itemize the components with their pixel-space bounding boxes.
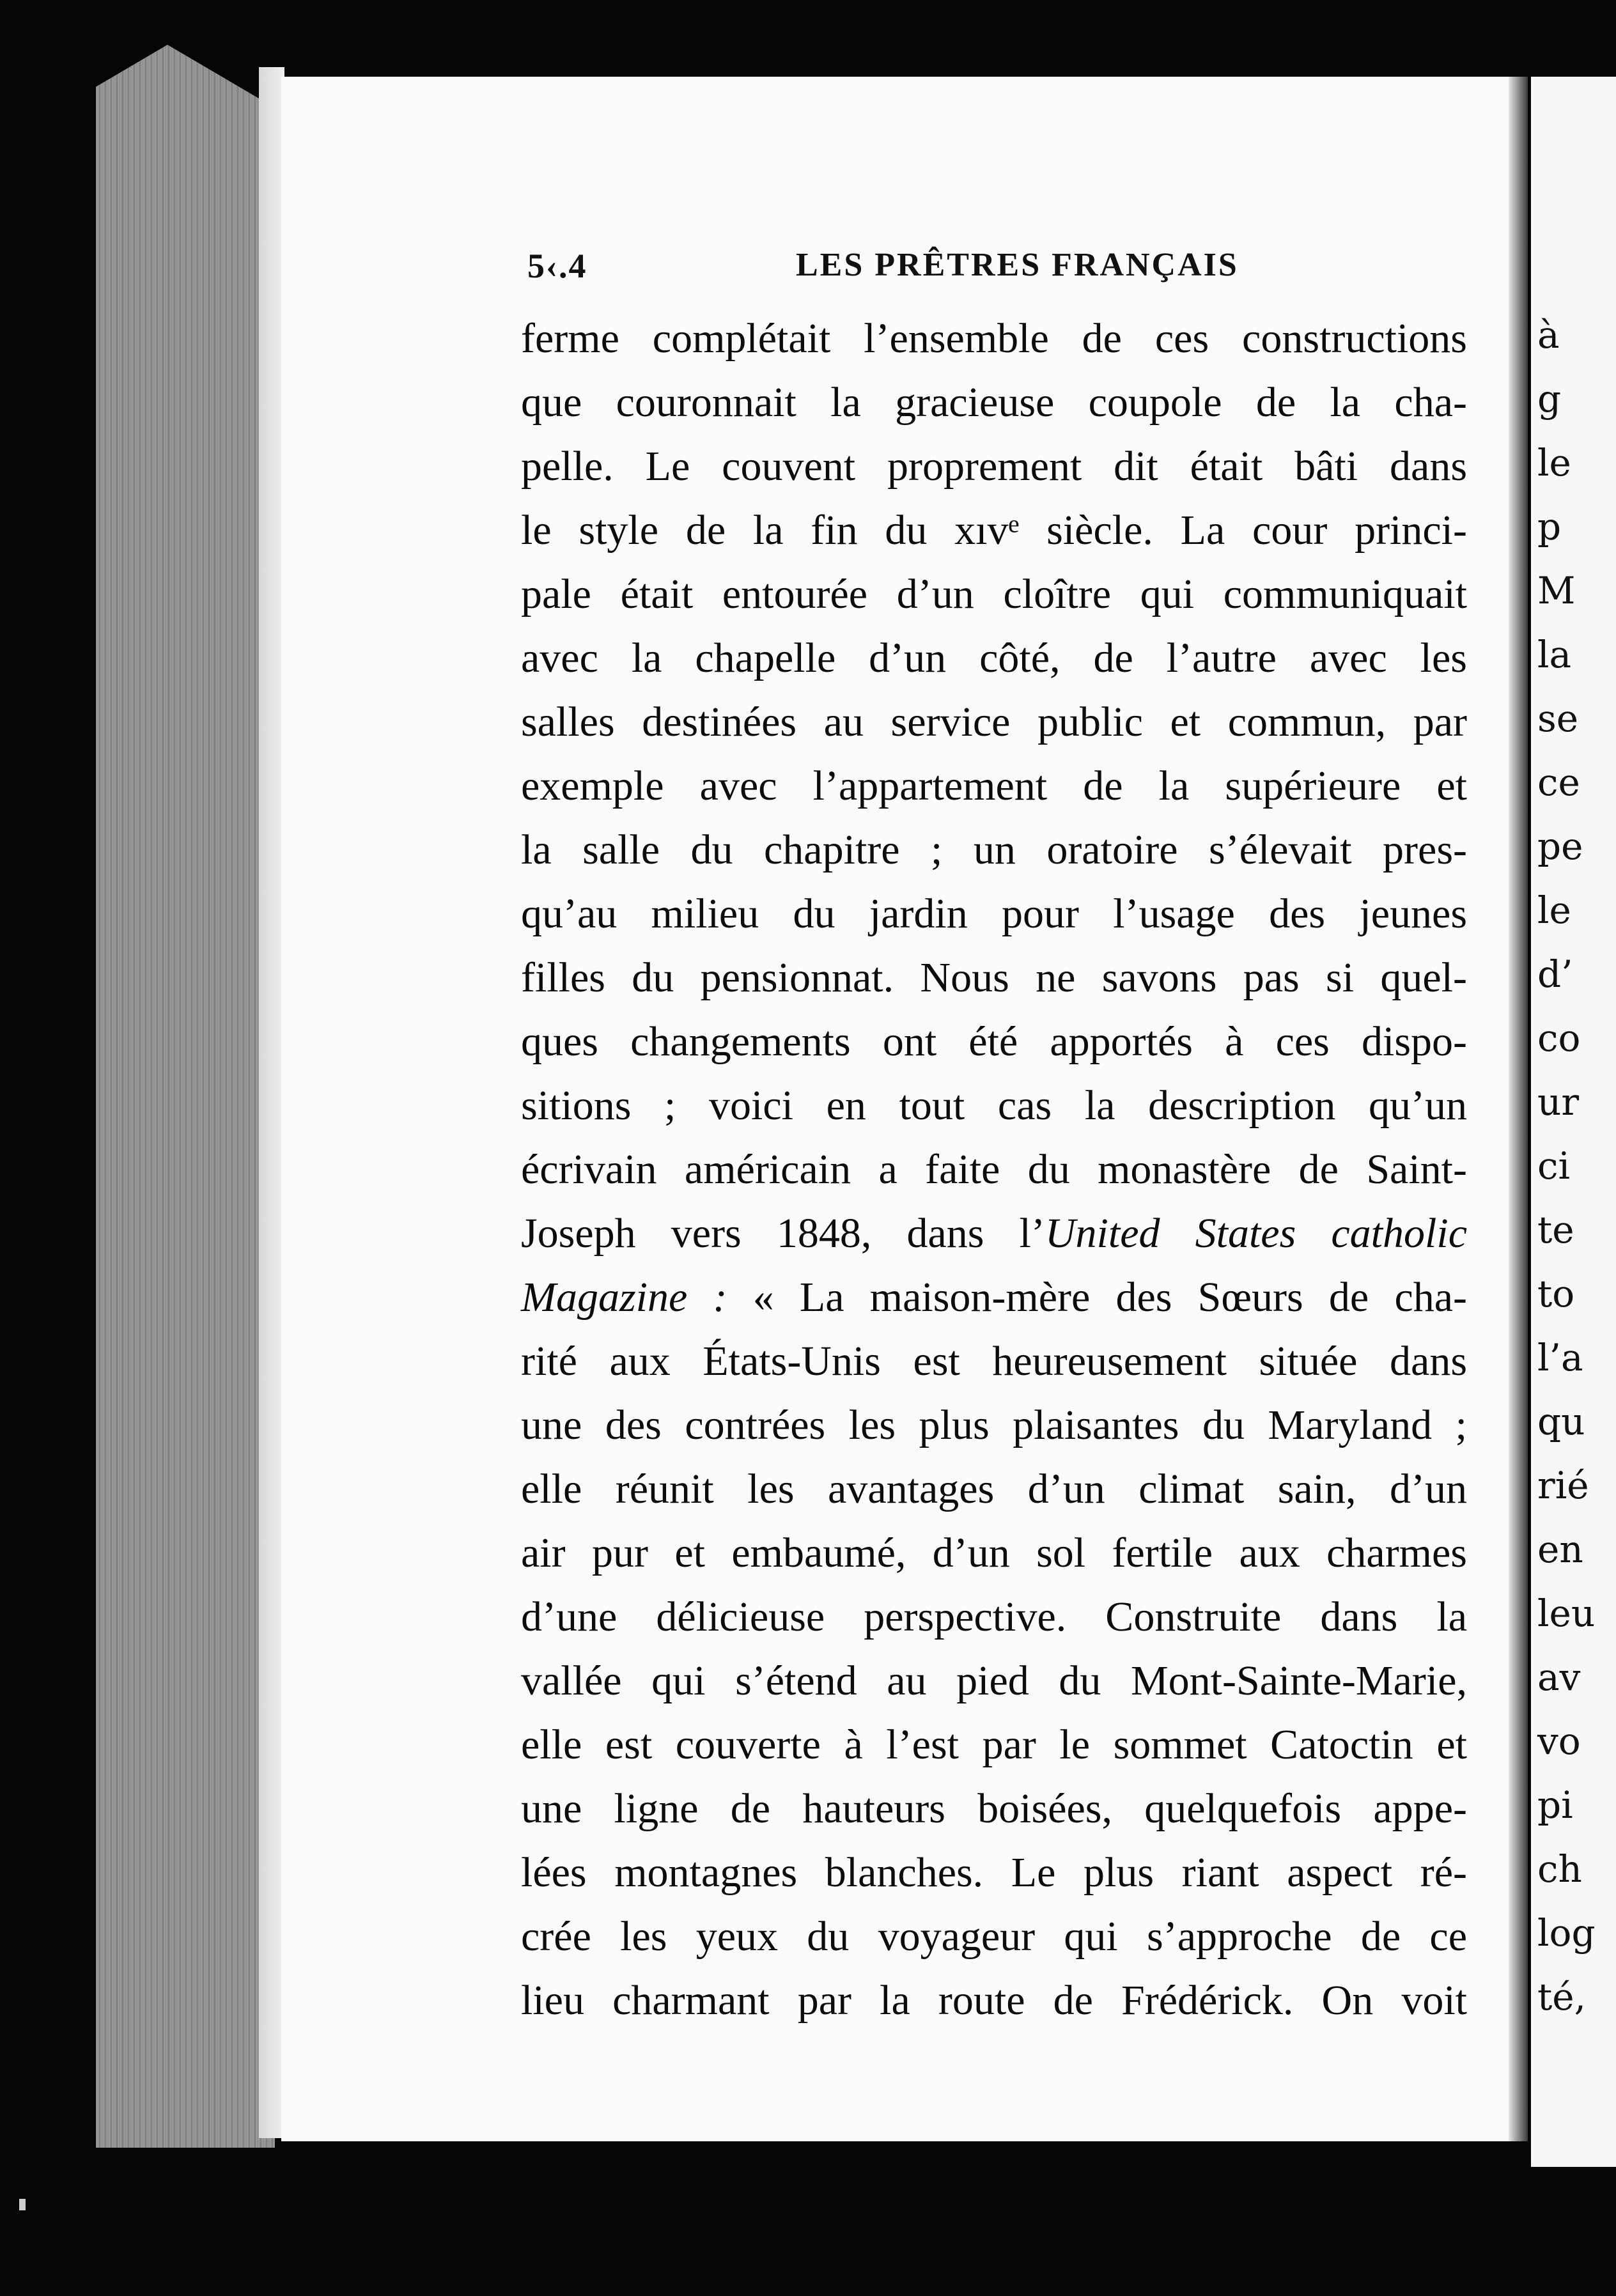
facing-page-fragment: vo	[1537, 1719, 1581, 1763]
text-line-with-italic-title	[521, 1266, 1467, 1330]
text-line-with-italic-title	[521, 1202, 1467, 1266]
text-line: écrivain américain a faite du monastère de Saint-	[521, 1146, 1467, 1193]
text-line: une des contrées les plus plaisantes du Maryland ;	[521, 1402, 1467, 1448]
text-line: exemple avec l’appartement de la supérieure et	[521, 763, 1467, 809]
facing-page-fragment: te	[1537, 1208, 1574, 1252]
facing-page-fragment: co	[1537, 1016, 1581, 1060]
text-line: ferme complétait l’ensemble de ces constructions	[521, 315, 1467, 362]
page-stack-edge	[96, 45, 275, 2148]
text-line: filles du pensionnat. Nous ne savons pas si quel-	[521, 954, 1467, 1001]
text-line: d’une délicieuse perspective. Construite dans la	[521, 1594, 1467, 1640]
facing-page-fragment: ci	[1537, 1144, 1571, 1188]
body-text	[521, 307, 1467, 2033]
facing-page-fragment: se	[1537, 697, 1579, 740]
facing-page-fragment: M	[1537, 569, 1576, 612]
facing-page-fragment: qu	[1537, 1400, 1585, 1443]
scan-artifact	[19, 2199, 26, 2210]
page-stack-highlight	[259, 67, 284, 2138]
facing-page-fragment: log	[1537, 1911, 1596, 1955]
facing-page-fragment: té,	[1537, 1975, 1587, 2019]
italic-publication-title: United States catholic	[1045, 1210, 1467, 1257]
facing-page-fragment: ce	[1537, 761, 1580, 804]
text-line: crée les yeux du voyageur qui s’approche de ce	[521, 1913, 1467, 1960]
text-line: air pur et embaumé, d’un sol fertile aux charmes	[521, 1530, 1467, 1576]
italic-publication-title: Magazine :	[521, 1274, 727, 1321]
facing-page-fragment: rié	[1537, 1464, 1589, 1507]
facing-page-fragment: g	[1537, 377, 1562, 421]
text-line: avec la chapelle d’un côté, de l’autre avec les	[521, 635, 1467, 681]
facing-page-fragment: le	[1537, 888, 1571, 932]
facing-page-fragment: p	[1537, 505, 1562, 548]
text-line: qu’au milieu du jardin pour l’usage des jeunes	[521, 890, 1467, 937]
text-line: le style de la fin du xıvᵉ siècle. La cour princi-	[521, 507, 1467, 554]
text-line: salles destinées au service public et commun, par	[521, 699, 1467, 745]
running-head	[527, 246, 1256, 284]
facing-page-fragment: l’a	[1537, 1336, 1583, 1379]
facing-page-fragment: to	[1537, 1272, 1575, 1315]
facing-page-fragment: leu	[1537, 1592, 1596, 1635]
text-line: vallée qui s’étend au pied du Mont-Sainte-Marie,	[521, 1657, 1467, 1704]
facing-page-fragment: en	[1537, 1528, 1583, 1571]
text-segment: Joseph vers 1848, dans l’	[521, 1210, 1045, 1257]
text-line: elle réunit les avantages d’un climat sain, d’un	[521, 1466, 1467, 1512]
running-head-title: LES PRÊTRES FRANÇAIS	[796, 247, 1239, 283]
text-line: sitions ; voici en tout cas la description qu’un	[521, 1082, 1467, 1129]
text-line: lieu charmant par la route de Frédérick. On voit	[521, 1977, 1467, 2024]
text-line: une ligne de hauteurs boisées, quelquefois appe-	[521, 1785, 1467, 1832]
page-number: 5‹.4	[527, 247, 587, 285]
text-line: pelle. Le couvent proprement dit était bâti dans	[521, 443, 1467, 490]
facing-page-fragment: ch	[1537, 1847, 1582, 1891]
text-line: rité aux États-Unis est heureusement située dans	[521, 1338, 1467, 1385]
text-line: la salle du chapitre ; un oratoire s’élevait pres-	[521, 826, 1467, 873]
facing-page-fragment: av	[1537, 1656, 1581, 1699]
gutter-shadow	[1509, 77, 1528, 2141]
facing-page-fragment: le	[1537, 441, 1571, 485]
text-line: ques changements ont été apportés à ces dispo-	[521, 1018, 1467, 1065]
text-line: pale était entourée d’un cloître qui communiquait	[521, 571, 1467, 617]
facing-page-fragment: la	[1537, 633, 1572, 676]
text-line: que couronnait la gracieuse coupole de la cha-	[521, 379, 1467, 426]
text-line: lées montagnes blanches. Le plus riant aspect ré-	[521, 1849, 1467, 1896]
text-line: elle est couverte à l’est par le sommet Catoctin et	[521, 1721, 1467, 1768]
facing-page-fragment: pi	[1537, 1783, 1573, 1827]
facing-page-fragment: à	[1537, 313, 1560, 357]
facing-page	[1531, 77, 1616, 2167]
facing-page-fragment: d’	[1537, 952, 1573, 996]
text-segment: « La maison-mère des Sœurs de cha-	[727, 1274, 1468, 1321]
facing-page-fragment: ur	[1537, 1080, 1580, 1124]
facing-page-fragment: pe	[1537, 825, 1583, 868]
